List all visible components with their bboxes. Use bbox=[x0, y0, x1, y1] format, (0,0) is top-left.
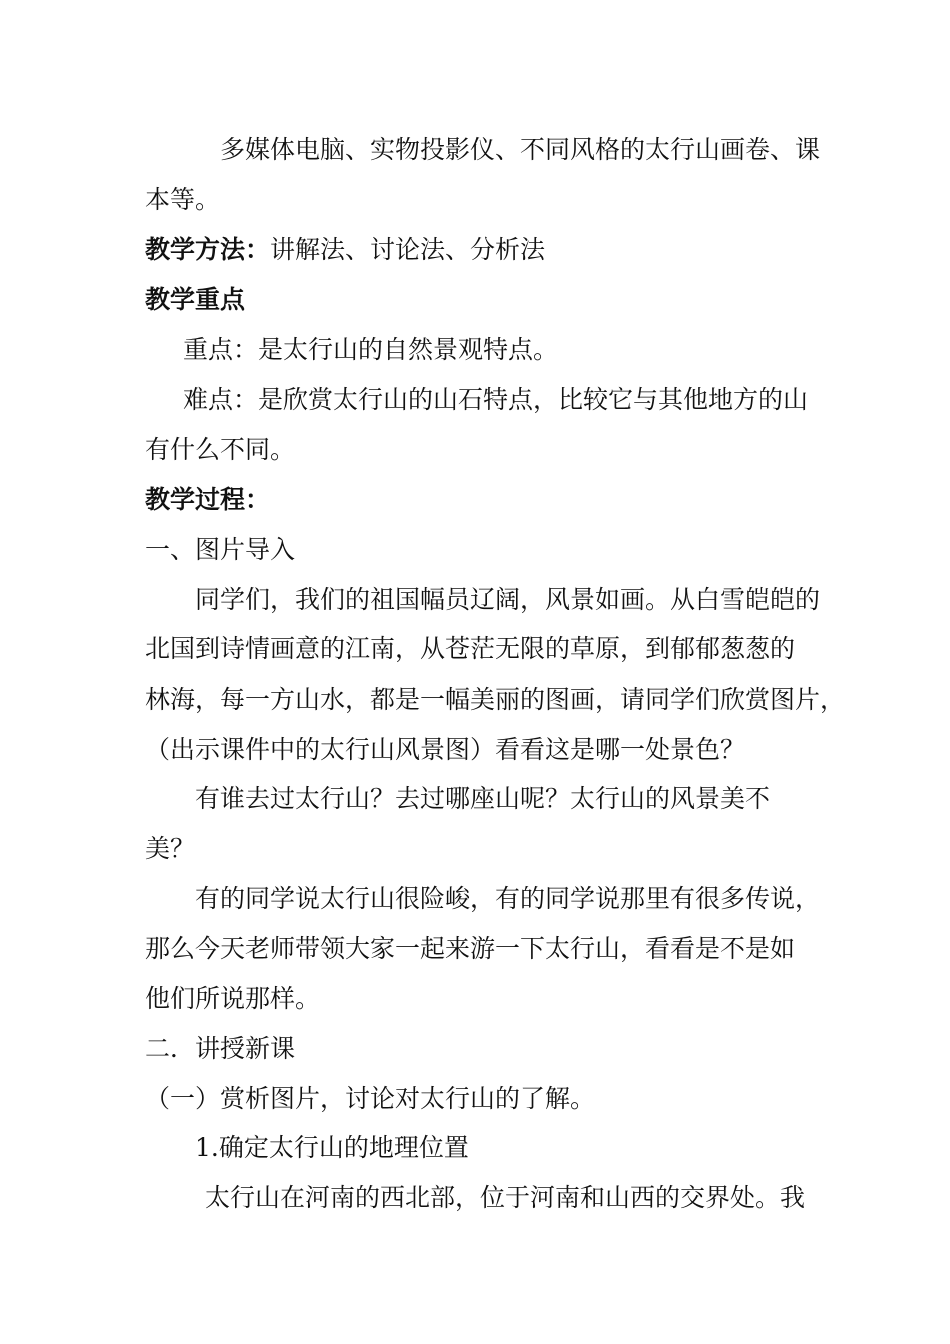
key-point-focus: 重点：是太行山的自然景观特点。 bbox=[183, 335, 559, 364]
section-1-para-1-line-2: 北国到诗情画意的江南，从苍茫无限的草原，到郁郁葱葱的 bbox=[145, 634, 796, 663]
section-1-para-3-line-2: 那么今天老师带领大家一起来游一下太行山，看看是不是如 bbox=[145, 934, 796, 963]
section-1-para-1-line-3: 林海，每一方山水，都是一幅美丽的图画，请同学们欣赏图片， bbox=[145, 685, 846, 714]
section-1-title: 一、图片导入 bbox=[145, 535, 296, 564]
teaching-methods bbox=[145, 233, 825, 267]
section-2-item-1-text: 太行山在河南的西北部，位于河南和山西的交界处。我 bbox=[205, 1183, 806, 1212]
section-1-para-3-line-3: 他们所说那样。 bbox=[145, 984, 321, 1013]
section-1-para-1-line-1: 同学们，我们的祖国幅员辽阔，风景如画。从白雪皑皑的 bbox=[195, 585, 821, 614]
section-1-para-2-line-2: 美？ bbox=[145, 834, 196, 863]
teaching-methods-label: 教学方法： bbox=[145, 235, 271, 264]
section-2-title: 二．讲授新课 bbox=[145, 1034, 296, 1063]
section-1-para-2-line-1: 有谁去过太行山？去过哪座山呢？太行山的风景美不 bbox=[195, 784, 771, 813]
section-1-para-3-line-1: 有的同学说太行山很险峻，有的同学说那里有很多传说， bbox=[195, 884, 821, 913]
section-2-item-1: 1.确定太行山的地理位置 bbox=[195, 1133, 469, 1162]
key-points-heading: 教学重点 bbox=[145, 285, 246, 314]
key-point-difficulty-line-1: 难点：是欣赏太行山的山石特点，比较它与其他地方的山 bbox=[183, 385, 809, 414]
section-2-subsection: （一）赏析图片，讨论对太行山的了解。 bbox=[145, 1084, 596, 1113]
teaching-methods-text: 讲解法、讨论法、分析法 bbox=[270, 235, 546, 264]
key-point-difficulty-line-2: 有什么不同。 bbox=[145, 435, 296, 464]
process-heading: 教学过程： bbox=[145, 485, 271, 514]
section-1-para-1-line-4: （出示课件中的太行山风景图）看看这是哪一处景色？ bbox=[145, 735, 746, 764]
equipment-line-1: 多媒体电脑、实物投影仪、不同风格的太行山画卷、课 bbox=[220, 135, 821, 164]
equipment-line-2: 本等。 bbox=[145, 185, 221, 214]
